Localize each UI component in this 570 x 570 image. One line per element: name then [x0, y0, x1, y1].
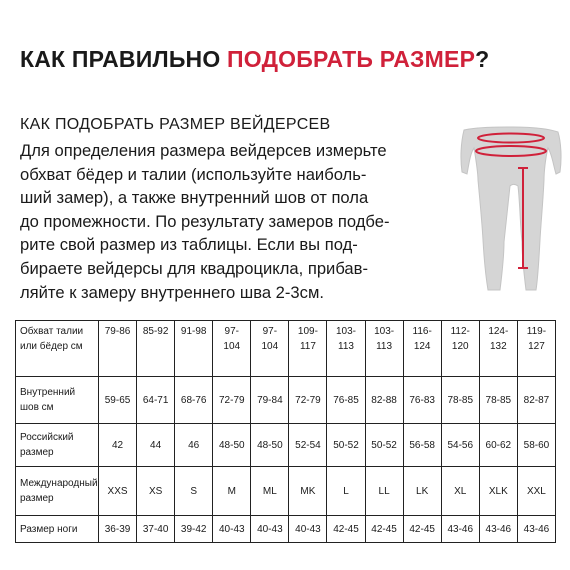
- cell-line: 85-92: [142, 326, 169, 337]
- cell-line: 127: [528, 341, 545, 352]
- table-cell: [213, 424, 251, 467]
- cell-line: 59-65: [104, 394, 131, 406]
- table-cell: [99, 321, 137, 377]
- table-row: [16, 377, 556, 424]
- cell-line: 40-43: [257, 523, 283, 535]
- table-row: [16, 321, 556, 377]
- cell-line: 44: [150, 439, 162, 451]
- cell-line: 64-71: [142, 394, 169, 406]
- table-row: [16, 424, 556, 467]
- row-label: [16, 467, 99, 516]
- table-cell: [251, 377, 289, 424]
- table-cell: [175, 467, 213, 516]
- cell-line: 103-: [374, 326, 395, 337]
- table-row: [16, 467, 556, 516]
- cell-line: 82-88: [371, 394, 397, 406]
- cell-line: 120: [451, 341, 469, 352]
- cell-line: XXS: [107, 485, 128, 497]
- instructions-line: до промежности. По результату замеров подбе-: [20, 211, 390, 231]
- cell-line: 42-45: [333, 523, 359, 535]
- table-cell: [327, 377, 365, 424]
- table-cell: [517, 377, 555, 424]
- cell-line: 40-43: [218, 523, 245, 535]
- body-measurement-icon: [448, 118, 568, 298]
- cell-line: 91-98: [180, 326, 207, 337]
- table-cell: [175, 424, 213, 467]
- table-cell: [213, 377, 251, 424]
- table-cell: [479, 516, 517, 543]
- cell-line: 117: [299, 341, 316, 352]
- table-cell: [99, 467, 137, 516]
- cell-line: 124-: [488, 326, 509, 337]
- table-cell: [365, 321, 403, 377]
- cell-line: 72-79: [295, 394, 321, 406]
- row-label-line: Международный: [20, 478, 98, 489]
- table-cell: [175, 377, 213, 424]
- table-cell: [175, 321, 213, 377]
- instructions-line: бираете вейдерсы для квадроцикла, прибав-: [20, 258, 369, 278]
- table-cell: [365, 467, 403, 516]
- cell-line: 48-50: [218, 439, 245, 451]
- table-cell: [327, 467, 365, 516]
- cell-line: XXL: [526, 485, 546, 497]
- cell-line: 76-85: [333, 394, 359, 406]
- table-cell: [479, 377, 517, 424]
- instructions-line: рите свой размер из таблицы. Если вы под-: [20, 235, 358, 255]
- table-cell: [403, 424, 441, 467]
- row-label: [16, 516, 99, 543]
- cell-line: L: [343, 485, 349, 497]
- cell-line: 50-52: [371, 439, 397, 451]
- cell-line: 132: [489, 341, 507, 352]
- row-label-line: размер: [20, 493, 54, 504]
- table-cell: [403, 321, 441, 377]
- cell-line: 97-: [224, 326, 239, 337]
- table-cell: [251, 467, 289, 516]
- cell-line: 113: [376, 341, 393, 352]
- cell-line: 36-39: [104, 523, 131, 535]
- cell-line: 42-45: [409, 523, 435, 535]
- table-cell: [327, 424, 365, 467]
- section-subtitle: КАК ПОДОБРАТЬ РАЗМЕР ВЕЙДЕРСЕВ: [20, 116, 331, 133]
- table-cell: [251, 424, 289, 467]
- table-cell: [479, 467, 517, 516]
- row-label: [16, 321, 99, 377]
- cell-line: 43-46: [447, 523, 474, 535]
- cell-line: M: [227, 485, 236, 497]
- page-title: [20, 46, 489, 73]
- cell-line: 116-: [412, 326, 432, 337]
- size-table-body: [16, 321, 556, 543]
- instructions-text: [20, 139, 445, 304]
- cell-line: 39-42: [180, 523, 207, 535]
- table-cell: [327, 321, 365, 377]
- row-label-line: Внутренний: [20, 387, 76, 398]
- instructions-line: ший замер), а также внутренний шов от пола: [20, 188, 369, 208]
- table-cell: [213, 321, 251, 377]
- table-cell: [137, 321, 175, 377]
- row-label: [16, 377, 99, 424]
- cell-line: 79-86: [104, 326, 131, 337]
- cell-line: 60-62: [485, 439, 512, 451]
- instructions-line: обхват бёдер и талии (используйте наиболь-: [20, 164, 367, 184]
- row-label-line: Размер ноги: [20, 523, 78, 535]
- table-cell: [289, 321, 327, 377]
- table-cell: [441, 467, 479, 516]
- cell-line: 42: [111, 439, 124, 451]
- table-cell: [517, 321, 555, 377]
- table-cell: [289, 467, 327, 516]
- table-cell: [99, 424, 137, 467]
- row-label-line: шов см: [20, 402, 54, 413]
- table-cell: [441, 516, 479, 543]
- row-label-line: Российский: [20, 432, 74, 443]
- row-label-line: или бёдер см: [20, 341, 83, 352]
- row-label: [16, 424, 99, 467]
- cell-line: 50-52: [333, 439, 359, 451]
- cell-line: 78-85: [485, 394, 512, 406]
- table-cell: [213, 516, 251, 543]
- cell-line: 124: [413, 341, 431, 352]
- table-cell: [137, 424, 175, 467]
- cell-line: 40-43: [295, 523, 321, 535]
- cell-line: 104: [261, 341, 279, 352]
- table-cell: [289, 516, 327, 543]
- table-cell: [99, 516, 137, 543]
- cell-line: 52-54: [295, 439, 321, 451]
- row-label-line: размер: [20, 447, 54, 458]
- cell-line: 43-46: [485, 523, 512, 535]
- cell-line: LK: [416, 485, 429, 497]
- cell-line: 68-76: [180, 394, 207, 406]
- table-cell: [137, 467, 175, 516]
- cell-line: XL: [454, 485, 467, 497]
- table-cell: [441, 321, 479, 377]
- row-label-line: Обхват талии: [20, 326, 84, 337]
- title-accent: ПОДОБРАТЬ РАЗМЕР: [227, 46, 476, 72]
- cell-line: 54-56: [447, 439, 474, 451]
- cell-line: 79-84: [257, 394, 283, 406]
- table-cell: [517, 467, 555, 516]
- cell-line: 37-40: [142, 523, 169, 535]
- table-cell: [137, 377, 175, 424]
- cell-line: 113: [338, 341, 354, 352]
- cell-line: XLK: [488, 485, 508, 497]
- table-cell: [403, 377, 441, 424]
- table-cell: [403, 467, 441, 516]
- table-cell: [99, 377, 137, 424]
- table-cell: [441, 377, 479, 424]
- cell-line: 58-60: [523, 439, 550, 451]
- instructions-line: Для определения размера вейдерсев измерьте: [20, 141, 387, 160]
- cell-line: 43-46: [523, 523, 550, 535]
- cell-line: 56-58: [409, 439, 435, 451]
- cell-line: S: [190, 485, 198, 497]
- cell-line: 112-: [450, 326, 470, 337]
- cell-line: ML: [262, 485, 277, 497]
- cell-line: 78-85: [447, 394, 474, 406]
- table-cell: [479, 424, 517, 467]
- title-part-2: ?: [475, 46, 490, 72]
- cell-line: 42-45: [371, 523, 397, 535]
- table-cell: [251, 321, 289, 377]
- table-cell: [175, 516, 213, 543]
- table-cell: [365, 377, 403, 424]
- table-cell: [365, 424, 403, 467]
- table-cell: [517, 516, 555, 543]
- title-part-1: КАК ПРАВИЛЬНО: [20, 46, 228, 72]
- table-cell: [289, 424, 327, 467]
- table-cell: [441, 424, 479, 467]
- table-cell: [517, 424, 555, 467]
- table-cell: [327, 516, 365, 543]
- table-cell: [213, 467, 251, 516]
- cell-line: 48-50: [257, 439, 283, 451]
- cell-line: 76-83: [409, 394, 435, 406]
- cell-line: 104: [223, 341, 241, 352]
- table-cell: [365, 516, 403, 543]
- cell-line: 109-: [297, 326, 318, 337]
- table-cell: [403, 516, 441, 543]
- table-cell: [289, 377, 327, 424]
- size-table: [15, 320, 556, 543]
- cell-line: MK: [300, 485, 316, 497]
- cell-line: 119-: [526, 326, 547, 337]
- table-cell: [251, 516, 289, 543]
- instructions-line: ляйте к замеру внутреннего шва 2-3см.: [20, 282, 324, 302]
- cell-line: LL: [378, 485, 390, 497]
- cell-line: 72-79: [218, 394, 245, 406]
- cell-line: XS: [148, 485, 163, 497]
- table-cell: [479, 321, 517, 377]
- table-row: [16, 516, 556, 543]
- cell-line: 103-: [336, 326, 357, 337]
- cell-line: 82-87: [523, 394, 550, 406]
- cell-line: 97-: [262, 326, 278, 337]
- table-cell: [137, 516, 175, 543]
- cell-line: 46: [188, 439, 200, 451]
